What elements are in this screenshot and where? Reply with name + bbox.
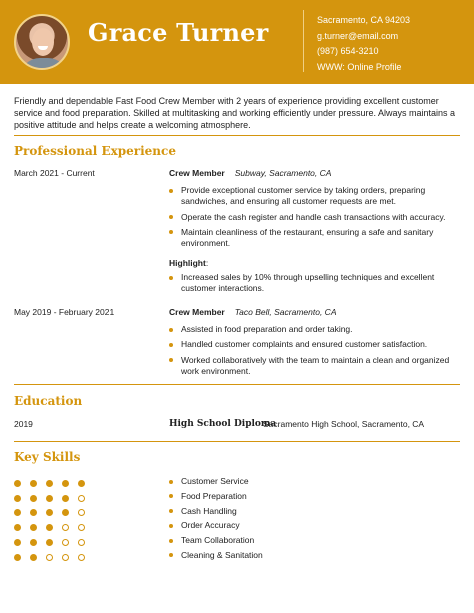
rating-dot-filled — [30, 554, 37, 561]
rating-dot-filled — [62, 509, 69, 516]
rating-dot-filled — [30, 480, 37, 487]
job-title: Crew Member — [169, 307, 225, 317]
job-company: Subway, Sacramento, CA — [234, 168, 332, 178]
skills-list — [169, 476, 263, 565]
list-item: Handled customer complaints and ensured customer satisfaction. — [169, 339, 459, 350]
rating-dot-filled — [46, 539, 53, 546]
rating-dot-empty — [46, 554, 53, 561]
job-dates: May 2019 - February 2021 — [14, 307, 115, 317]
divider — [14, 135, 460, 136]
rating-dot-empty — [78, 554, 85, 561]
job-bullets — [169, 185, 459, 253]
rating-dot-filled — [30, 539, 37, 546]
contact-phone: (987) 654-3210 — [317, 46, 379, 56]
divider — [14, 384, 460, 385]
rating-dot-filled — [14, 524, 21, 531]
job-dates: March 2021 - Current — [14, 168, 95, 178]
list-item: Increased sales by 10% through upselling techniques and excellent customer interactions. — [169, 272, 459, 295]
job-bullets — [169, 324, 459, 381]
rating-dot-filled — [14, 509, 21, 516]
contact-email[interactable]: g.turner@email.com — [317, 30, 399, 41]
highlight-bullets — [169, 272, 459, 299]
skill-item: Team Collaboration — [169, 535, 263, 550]
job-title: Crew Member — [169, 168, 225, 178]
contact-website[interactable]: WWW: Online Profile — [317, 61, 402, 72]
education-year: 2019 — [14, 419, 33, 429]
section-title-skills: Key Skills — [14, 450, 81, 464]
education-school: Sacramento High School, Sacramento, CA — [263, 419, 425, 429]
candidate-name: Grace Turner — [88, 18, 269, 47]
section-title-education: Education — [14, 394, 83, 408]
skill-item: Cash Handling — [169, 506, 263, 521]
resume-header — [0, 0, 474, 84]
list-item: Worked collaboratively with the team to maintain a clean and organized work environment. — [169, 355, 459, 378]
rating-dot-filled — [30, 495, 37, 502]
professional-summary: Friendly and dependable Fast Food Crew Member with 2 years of experience providing excellent customer service and food preparation. Skilled at multitasking and working efficiently under pressure. Always maintains a positive attitude and helps create a welcoming atmosphere. — [14, 96, 456, 130]
list-item: Maintain cleanliness of the restaurant, ensuring a safe and sanitary environment. — [169, 227, 459, 250]
skill-rating-row — [14, 520, 94, 535]
job-company: Taco Bell, Sacramento, CA — [234, 307, 337, 317]
rating-dot-filled — [30, 524, 37, 531]
skill-item: Food Preparation — [169, 491, 263, 506]
rating-dot-empty — [78, 524, 85, 531]
section-title-experience: Professional Experience — [14, 144, 176, 158]
education-degree: High School Diploma — [169, 419, 277, 429]
rating-dot-filled — [14, 495, 21, 502]
skill-rating-row — [14, 491, 94, 506]
rating-dot-empty — [78, 509, 85, 516]
rating-dot-empty — [78, 539, 85, 546]
job-heading — [169, 168, 331, 178]
divider — [14, 441, 460, 442]
skill-item: Cleaning & Sanitation — [169, 550, 263, 565]
skill-ratings — [14, 476, 94, 565]
rating-dot-filled — [62, 480, 69, 487]
rating-dot-filled — [30, 509, 37, 516]
list-item: Provide exceptional customer service by taking orders, preparing sandwiches, and ensuring all customer requests are met. — [169, 185, 459, 208]
contact-block — [317, 13, 410, 75]
rating-dot-filled — [14, 554, 21, 561]
profile-photo — [14, 14, 70, 70]
job-heading — [169, 307, 336, 317]
rating-dot-filled — [46, 524, 53, 531]
rating-dot-empty — [62, 539, 69, 546]
rating-dot-filled — [46, 509, 53, 516]
rating-dot-filled — [62, 495, 69, 502]
skill-rating-row — [14, 535, 94, 550]
list-item: Assisted in food preparation and order taking. — [169, 324, 459, 335]
highlight-label: Highlight: — [169, 258, 209, 268]
skill-item: Order Accuracy — [169, 520, 263, 535]
rating-dot-empty — [62, 524, 69, 531]
rating-dot-filled — [78, 480, 85, 487]
rating-dot-filled — [46, 480, 53, 487]
skill-rating-row — [14, 506, 94, 521]
rating-dot-filled — [14, 539, 21, 546]
skill-rating-row — [14, 476, 94, 491]
rating-dot-empty — [62, 554, 69, 561]
rating-dot-empty — [78, 495, 85, 502]
skill-rating-row — [14, 550, 94, 565]
rating-dot-filled — [14, 480, 21, 487]
skill-item: Customer Service — [169, 476, 263, 491]
rating-dot-filled — [46, 495, 53, 502]
header-divider — [303, 10, 304, 72]
list-item: Operate the cash register and handle cash transactions with accuracy. — [169, 212, 459, 223]
contact-address: Sacramento, CA 94203 — [317, 15, 411, 25]
